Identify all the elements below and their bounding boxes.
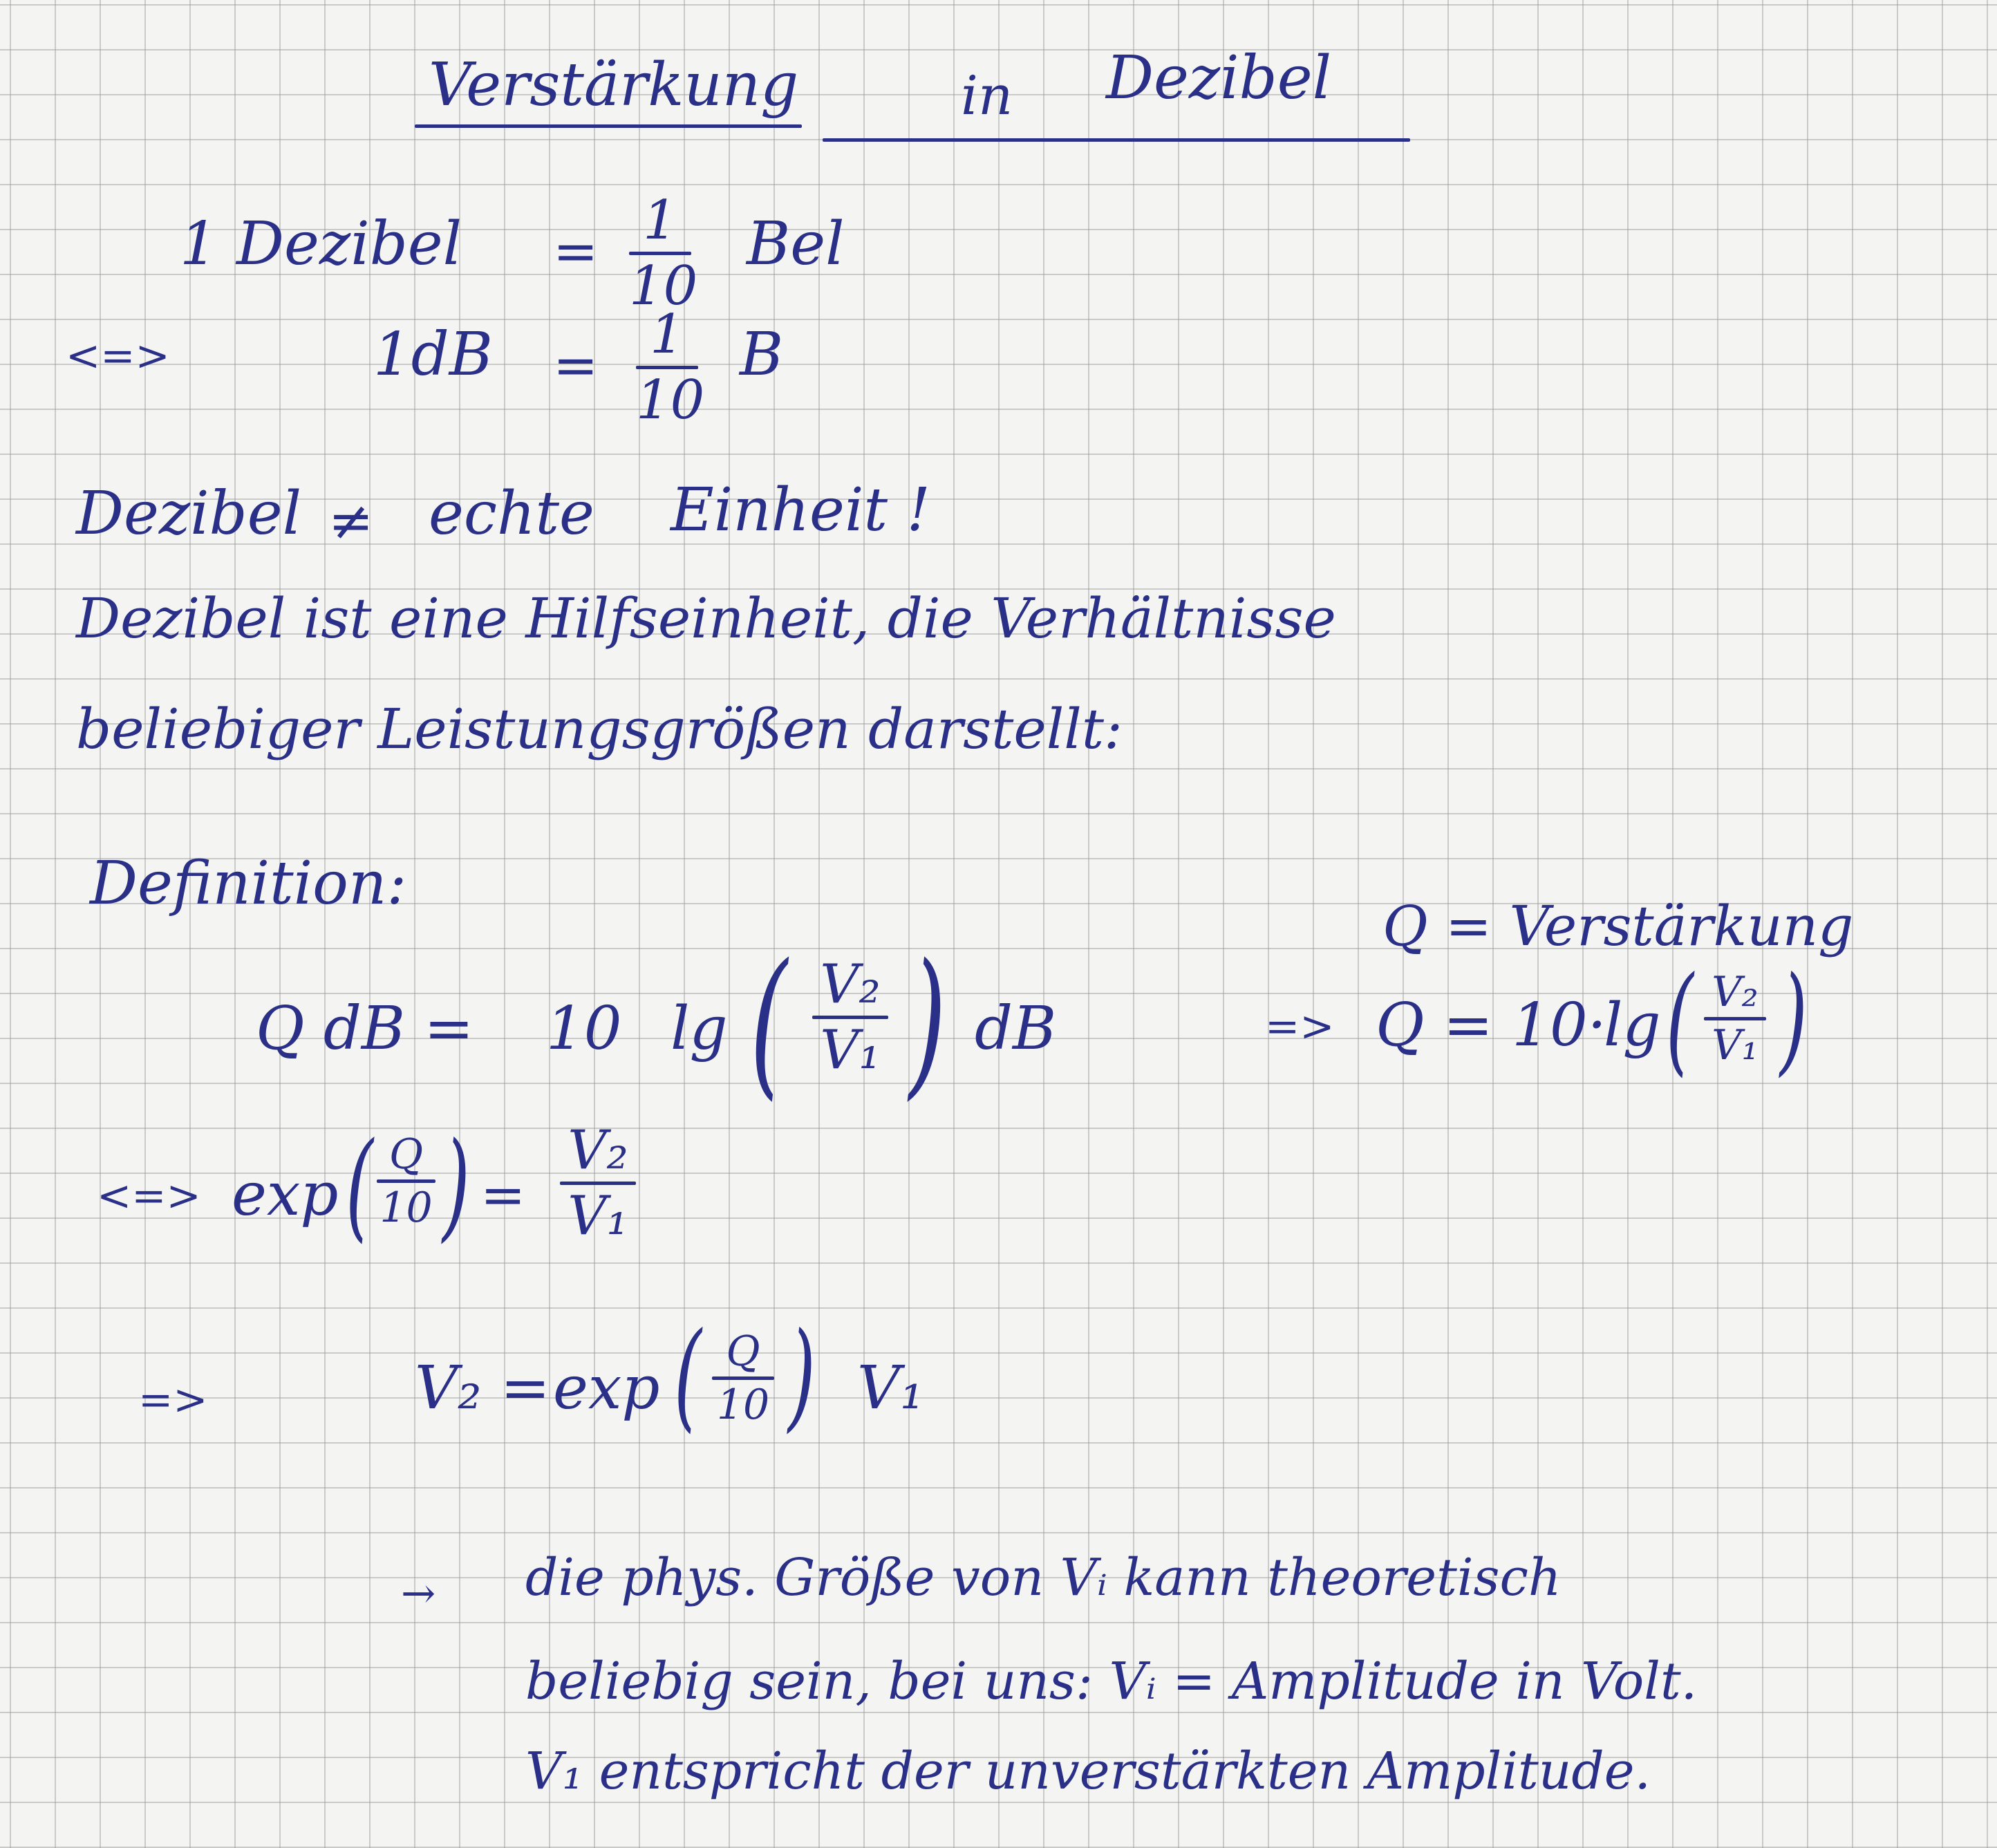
note-arrow: → [401,1569,436,1618]
side-note-right-paren: ) [1780,951,1808,1088]
formula-exp-equals: = [480,1164,526,1226]
title-underline-right [823,138,1410,142]
side-note-func: lg [1604,991,1661,1060]
text-echte: echte [429,479,594,548]
text-not-equal: ≠ [328,490,374,552]
formula-main-num: V₂ [820,953,881,1016]
formula-v2-inner-num: Q [726,1327,760,1376]
def2-lhs: 1dB [373,320,493,389]
formula-v2-inner-bar [712,1376,774,1380]
formula-v2-rhs: V₁ [857,1354,924,1423]
def2-frac-num: 1 [650,304,684,366]
text-line-2: Dezibel ist eine Hilfseinheit, die Verhältnisse [76,586,1336,651]
formula-main-right-paren: ) [909,931,946,1115]
side-note-fraction [1704,968,1766,1070]
def1-fraction [629,189,698,317]
title-word-dezibel: Dezibel [1106,44,1332,113]
side-note-implies: => [1265,1002,1335,1051]
formula-main-fraction [812,953,888,1081]
formula-exp-inner-fraction [377,1130,435,1232]
formula-v2-inner-den: 10 [716,1381,770,1429]
formula-v2-implies: => [138,1376,208,1424]
formula-v2-right-paren: ) [788,1307,816,1444]
formula-exp-func: exp [232,1160,339,1229]
def1-equals: = [553,221,599,283]
side-note-left-paren: ( [1666,951,1694,1088]
formula-main-unit: dB [975,994,1057,1063]
formula-exp-inner-bar [377,1179,435,1183]
formula-main-den: V₁ [820,1019,881,1081]
note-line-2: beliebig sein, bei uns: Vᵢ = Amplitude in Volt. [525,1652,1698,1711]
formula-v2-inner-fraction [712,1327,774,1429]
formula-exp-equiv: <=> [97,1172,201,1220]
formula-exp-left-paren: ( [346,1117,373,1254]
formula-v2-left-paren: ( [674,1307,702,1444]
note-line-1: die phys. Größe von Vᵢ kann theoretisch [525,1548,1562,1607]
note-line-3: V₁ entspricht der unverstärkten Amplitude. [525,1742,1651,1801]
def1-frac-den: 10 [629,255,698,317]
side-note-den: V₁ [1712,1021,1759,1070]
def2-unit: B [740,320,784,389]
formula-exp-fraction [560,1119,636,1247]
definition-label: Definition: [90,849,407,918]
def1-lhs: 1 Dezibel [180,209,462,279]
text-line-3: beliebiger Leistungsgrößen darstellt: [76,697,1123,761]
def2-fraction [636,304,705,431]
side-note-bar [1704,1017,1766,1020]
title-word-in: in [961,65,1013,127]
side-note-num: V₂ [1712,968,1759,1016]
formula-exp-inner-num: Q [388,1130,424,1179]
formula-v2-func: exp [553,1354,660,1423]
def2-equals: = [553,335,599,397]
side-note-definition: Q = Verstärkung [1382,894,1854,958]
formula-main-left-paren: ( [750,931,787,1115]
formula-exp-right-paren: ) [442,1117,470,1254]
def2-frac-den: 10 [636,369,705,431]
formula-main-func: lg [671,994,728,1063]
text-dezibel: Dezibel [76,479,302,548]
formula-main-coef: 10 [546,994,622,1063]
def1-unit: Bel [747,209,845,279]
title-underline-left [415,124,802,128]
side-note-lhs: Q = 10· [1376,991,1607,1060]
title-word-verstaerkung: Verstärkung [429,50,799,120]
def1-frac-num: 1 [643,189,677,252]
formula-exp-inner-den: 10 [379,1184,433,1232]
formula-v2-lhs: V₂ = [415,1354,550,1423]
formula-main-lhs: Q dB = [256,994,474,1063]
formula-exp-den: V₁ [568,1185,628,1247]
formula-exp-num: V₂ [568,1119,628,1182]
def2-equiv: <=> [66,332,170,380]
text-einheit: Einheit ! [671,476,930,545]
